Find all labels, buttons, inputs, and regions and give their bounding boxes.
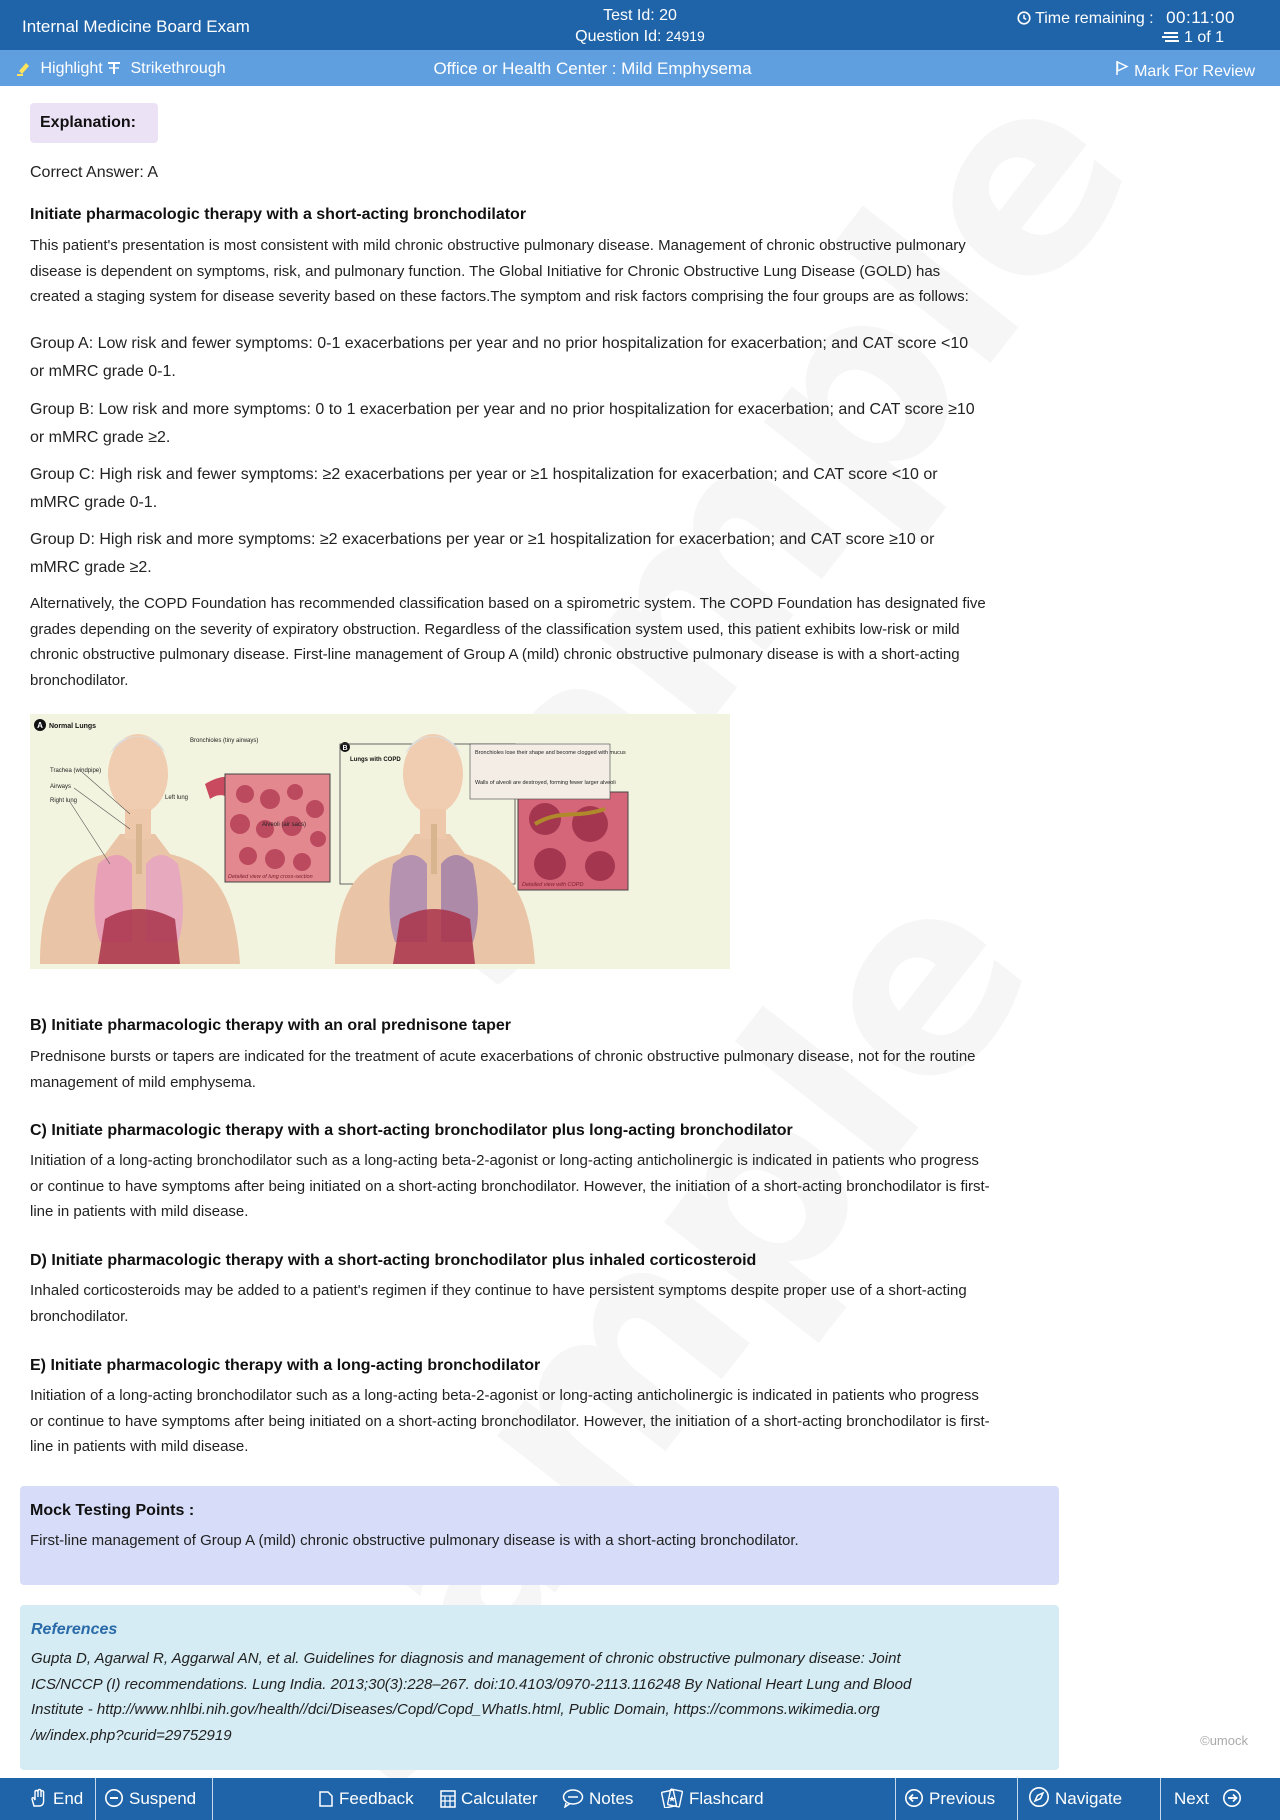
- text-line: mMRC grade 0-1.: [30, 494, 158, 511]
- suspend-label: Suspend: [129, 1789, 197, 1808]
- text-line: line in patients with mild disease.: [30, 1438, 249, 1455]
- group-a: [30, 330, 1060, 386]
- highlight-label: Highlight: [40, 60, 103, 77]
- label-left-lung: Left lung: [165, 795, 189, 801]
- option-e-text: [30, 1383, 1060, 1460]
- correct-answer: Correct Answer: A: [30, 164, 159, 181]
- bottom-bar: [0, 1778, 1280, 1820]
- references-box: [20, 1605, 1059, 1770]
- compass-icon: [1028, 1789, 1055, 1808]
- copd-lung-illustration: [30, 714, 730, 969]
- next-label: Next: [1174, 1789, 1209, 1808]
- notes-button[interactable]: [562, 1778, 633, 1820]
- label-bronchioles: Bronchioles (tiny airways): [190, 738, 259, 744]
- testing-points-box: [20, 1486, 1059, 1585]
- divider: [895, 1778, 896, 1820]
- text-line: or continue to have symptoms after being initiated on a short-acting bronchodilator. However, the initiation of a short-acting bronchodilator is first-: [30, 1412, 990, 1430]
- notes-label: Notes: [589, 1789, 634, 1808]
- timer: [1017, 8, 1235, 28]
- calculator-button[interactable]: [440, 1778, 538, 1820]
- end-button[interactable]: [28, 1778, 83, 1820]
- text-line: created a staging system for disease severity based on these factors.The symptom and risk factors comprising the four groups are as follows:: [30, 288, 969, 305]
- text-line: Initiation of a long-acting bronchodilator such as a long-acting beta-2-agonist or long-acting anticholinergic is indicated in patients who progress: [30, 1387, 979, 1404]
- text-line: Group B: Low risk and more symptoms: 0 to 1 exacerbation per year and no prior hospitalization for exacerbation; and CAT score ≥10: [30, 401, 975, 418]
- time-label: Time remaining :: [1035, 10, 1154, 27]
- alternative-paragraph: [30, 591, 1060, 693]
- breadcrumb: Office or Health Center : Mild Emphysema: [433, 59, 752, 78]
- question-id-value: 24919: [665, 28, 705, 44]
- text-line: line in patients with mild disease.: [30, 1203, 249, 1220]
- header-bar: [0, 0, 1280, 50]
- text-line: /w/index.php?curid=29752919: [31, 1726, 232, 1744]
- label-alveoli: Alveoli (air sacs): [262, 822, 307, 828]
- mark-for-review-button[interactable]: [1114, 60, 1255, 81]
- flashcard-button[interactable]: [660, 1778, 764, 1820]
- label-airways: Airways: [50, 784, 72, 790]
- group-c: [30, 461, 1060, 517]
- panel-a-label: A: [37, 721, 43, 730]
- list-icon: [1162, 29, 1184, 46]
- divider: [1017, 1778, 1018, 1820]
- text-line: Group A: Low risk and fewer symptoms: 0-1 exacerbations per year and no prior hospitalization for exacerbation; and CAT score <10: [30, 335, 969, 352]
- group-d: [30, 526, 1060, 582]
- text-line: mMRC grade ≥2.: [30, 559, 152, 576]
- option-c-heading: C) Initiate pharmacologic therapy with a short-acting bronchodilator plus long-acting bronchodilator: [30, 1122, 793, 1139]
- divider: [212, 1778, 213, 1820]
- test-id: Test Id: 20: [603, 7, 677, 24]
- speech-bubble-icon: [562, 1789, 589, 1808]
- toolbar: [0, 50, 1280, 86]
- clock-icon: [1017, 10, 1035, 27]
- copyright: ©umock: [1200, 1733, 1248, 1748]
- option-d-heading: D) Initiate pharmacologic therapy with a short-acting bronchodilator plus inhaled corticosteroid: [30, 1252, 757, 1269]
- option-c-text: [30, 1148, 1060, 1225]
- feedback-label: Feedback: [339, 1789, 414, 1808]
- end-label: End: [53, 1789, 84, 1808]
- suspend-button[interactable]: [104, 1778, 196, 1820]
- label-trachea: Trachea (windpipe): [50, 768, 102, 774]
- text-line: Prednisone bursts or tapers are indicated for the treatment of acute exacerbations of chronic obstructive pulmonary disease, not for the routine: [30, 1048, 976, 1065]
- flashcard-label: Flashcard: [689, 1789, 764, 1808]
- panel-b-title: Lungs with COPD: [350, 757, 401, 763]
- question-id: [0, 26, 1280, 47]
- next-button[interactable]: [1174, 1778, 1247, 1820]
- feedback-button[interactable]: [318, 1778, 414, 1820]
- previous-label: Previous: [929, 1789, 996, 1808]
- option-e-heading: E) Initiate pharmacologic therapy with a long-acting bronchodilator: [30, 1357, 541, 1374]
- flag-icon: [1114, 63, 1134, 80]
- label-bronchioles-copd: Bronchioles lose their shape and become clogged with mucus: [475, 750, 626, 756]
- time-value: 00:11:00: [1166, 8, 1235, 27]
- text-line: Inhaled corticosteroids may be added to a patient's regimen if they continue to have persistent symptoms despite proper use of a short-acting: [30, 1282, 967, 1299]
- app-title: Internal Medicine Board Exam: [22, 17, 250, 36]
- arrow-right-circle-icon: [1214, 1789, 1247, 1808]
- label-walls-alveoli: Walls of alveoli are destroyed, forming fewer larger alveoli: [475, 780, 616, 786]
- text-line: or mMRC grade ≥2.: [30, 429, 171, 446]
- text-line: chronic obstructive pulmonary disease. First-line management of Group A (mild) chronic obstructive pulmonary disease is with a short-acting: [30, 646, 960, 663]
- navigate-button[interactable]: [1028, 1778, 1122, 1820]
- option-b-heading: B) Initiate pharmacologic therapy with an oral prednisone taper: [30, 1017, 511, 1034]
- text-line: Institute - http://www.nhlbi.nih.gov/health//dci/Diseases/Copd/Copd_WhatIs.html, Public Domain, https://commons.wikimedia.org: [31, 1701, 880, 1718]
- text-line: Group D: High risk and more symptoms: ≥2 exacerbations per year or ≥1 hospitalization for exacerbation; and CAT score ≥10 or: [30, 531, 935, 548]
- text-line: This patient's presentation is most consistent with mild chronic obstructive pulmonary disease. Management of chronic obstructive pulmonary: [30, 237, 966, 254]
- divider: [95, 1778, 96, 1820]
- text-line: Alternatively, the COPD Foundation has recommended classification based on a spirometric system. The COPD Foundation has designated five: [30, 595, 986, 612]
- page-count: [1162, 29, 1224, 47]
- flashcard-icon: [660, 1789, 689, 1808]
- text-line: bronchodilator.: [30, 1307, 129, 1325]
- calculator-icon: [440, 1789, 461, 1808]
- pause-circle-icon: [104, 1789, 129, 1808]
- text-line: management of mild emphysema.: [30, 1073, 256, 1091]
- text-line: or continue to have symptoms after being initiated on a short-acting bronchodilator. However, the initiation of a short-acting bronchodilator is first-: [30, 1177, 990, 1195]
- calculator-label: Calculater: [461, 1789, 538, 1808]
- panel-b-label: B: [342, 745, 348, 752]
- page-count-text: 1 of 1: [1183, 29, 1224, 46]
- references-text: [31, 1646, 991, 1748]
- panel-a-title: Normal Lungs: [49, 723, 97, 730]
- text-line: Group C: High risk and fewer symptoms: ≥2 exacerbations per year or ≥1 hospitalization for exacerbation; and CAT score <10 or: [30, 466, 938, 483]
- feedback-icon: [318, 1789, 339, 1808]
- detail-a-caption: Detailed view of lung cross-section: [228, 874, 313, 880]
- explanation-label: Explanation:: [30, 103, 158, 143]
- question-id-label: Question Id:: [575, 28, 662, 45]
- intro-paragraph: [30, 233, 1060, 310]
- mark-for-review-label: Mark For Review: [1134, 63, 1255, 80]
- hand-icon: [28, 1789, 53, 1808]
- option-d-text: [30, 1278, 1060, 1329]
- text-line: Gupta D, Agarwal R, Aggarwal AN, et al. Guidelines for diagnosis and management of chronic obstructive pulmonary disease: Joint: [31, 1650, 901, 1667]
- text-line: disease is dependent on symptoms, risk, and pulmonary function. The Global Initiative for Chronic Obstructive Lung Disease (GOLD) has: [30, 262, 941, 280]
- testing-points-text: First-line management of Group A (mild) chronic obstructive pulmonary disease is with a short-acting bronchodilator.: [30, 1532, 799, 1549]
- references-title: References: [31, 1621, 118, 1638]
- strikethrough-label: Strikethrough: [130, 60, 226, 77]
- text-line: or mMRC grade 0-1.: [30, 363, 176, 380]
- text-line: bronchodilator.: [30, 671, 129, 689]
- previous-button[interactable]: [904, 1778, 995, 1820]
- divider: [1160, 1778, 1161, 1820]
- text-line: grades depending on the severity of expiratory obstruction. Regardless of the classification system used, this patient exhibits low-risk or mild: [30, 620, 960, 638]
- text-line: Initiation of a long-acting bronchodilator such as a long-acting beta-2-agonist or long-acting anticholinergic is indicated in patients who progress: [30, 1152, 979, 1169]
- option-b-text: [30, 1044, 1060, 1095]
- testing-points-title: Mock Testing Points :: [30, 1502, 195, 1519]
- text-line: ICS/NCCP (I) recommendations. Lung India. 2013;30(3):228–267. doi:10.4103/0970-2113.116248 By National Heart Lung and Blood: [31, 1675, 912, 1693]
- answer-a-heading: Initiate pharmacologic therapy with a short-acting bronchodilator: [30, 206, 527, 223]
- detail-b-caption: Detailed view with COPD: [522, 882, 584, 888]
- label-right-lung: Right lung: [50, 798, 78, 804]
- navigate-label: Navigate: [1055, 1789, 1123, 1808]
- group-b: [30, 396, 1060, 452]
- arrow-left-circle-icon: [904, 1789, 929, 1808]
